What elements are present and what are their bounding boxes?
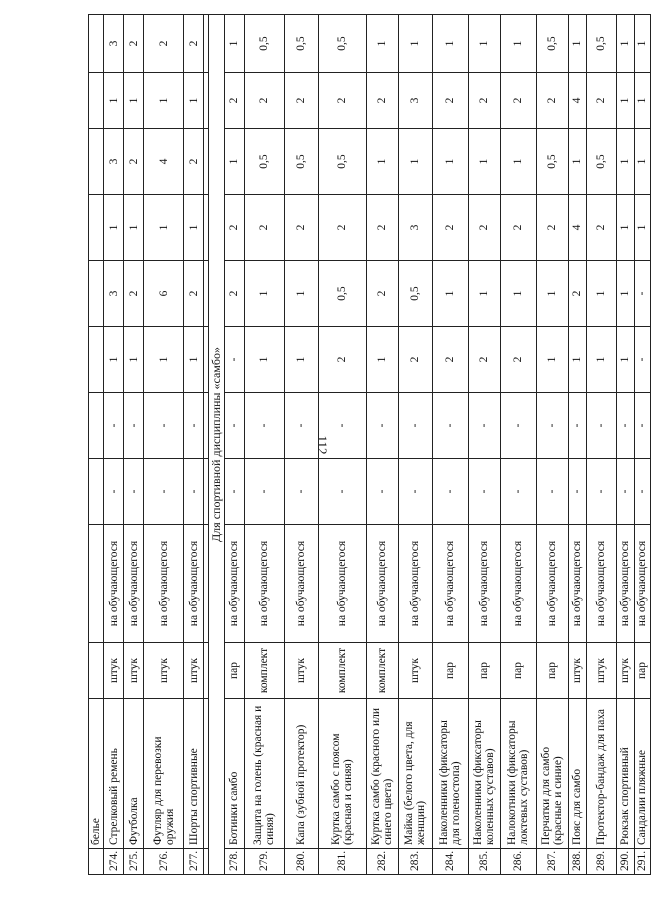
table-row	[184, 15, 204, 875]
row-number: 289.	[586, 849, 616, 875]
value-cell: -	[468, 459, 500, 525]
item-name: Сандалии пляжные	[634, 699, 650, 849]
value-cell: 2	[184, 129, 204, 195]
value-cell: 1	[568, 129, 586, 195]
value-cell: 3	[398, 73, 432, 129]
table-row	[432, 15, 468, 875]
unit-cell: пар	[432, 643, 468, 699]
item-name: Куртка самбо (красного или синего цвета)	[366, 699, 398, 849]
value-cell: 2	[124, 15, 144, 73]
table-row	[124, 15, 144, 875]
item-name: Ботинки самбо	[224, 699, 244, 849]
value-cell: -	[184, 459, 204, 525]
row-number: 277.	[184, 849, 204, 875]
value-cell: 1	[104, 73, 124, 129]
table-row	[398, 15, 432, 875]
value-cell: -	[284, 393, 318, 459]
value-cell: -	[104, 459, 124, 525]
value-cell: 2	[468, 195, 500, 261]
value-cell: -	[586, 393, 616, 459]
table-row	[318, 15, 366, 875]
unit-cell: пар	[536, 643, 568, 699]
value-cell: -	[468, 393, 500, 459]
per-cell: на обучающегося	[366, 525, 398, 643]
value-cell: 4	[568, 73, 586, 129]
table-row	[586, 15, 616, 875]
value-cell: 1	[616, 327, 634, 393]
value-cell: 2	[568, 261, 586, 327]
value-cell: 1	[468, 129, 500, 195]
value-cell: 1	[104, 327, 124, 393]
table-row	[284, 15, 318, 875]
value-cell: 1	[184, 73, 204, 129]
per-cell: на обучающегося	[144, 525, 184, 643]
table-row	[366, 15, 398, 875]
value-cell: 1	[586, 327, 616, 393]
value-cell: 1	[432, 129, 468, 195]
value-cell: 4	[568, 195, 586, 261]
rotated-page	[88, 15, 649, 875]
value-cell: 1	[124, 73, 144, 129]
value-cell: 2	[586, 195, 616, 261]
value-cell: -	[500, 459, 536, 525]
value-cell: 4	[144, 129, 184, 195]
row-number: 280.	[284, 849, 318, 875]
value-cell: -	[634, 459, 650, 525]
value-cell: 2	[432, 327, 468, 393]
value-cell: 1	[398, 129, 432, 195]
value-cell: 2	[224, 261, 244, 327]
value-cell: 1	[616, 129, 634, 195]
unit-cell: штук	[586, 643, 616, 699]
value-cell: 1	[144, 73, 184, 129]
value-cell: -	[568, 459, 586, 525]
item-name: Наколенники (фиксаторы коленных суставов)	[468, 699, 500, 849]
value-cell: 2	[224, 195, 244, 261]
value-cell: -	[144, 459, 184, 525]
value-cell: -	[124, 393, 144, 459]
unit-cell: комплект	[366, 643, 398, 699]
value-cell: 2	[366, 261, 398, 327]
item-name: Футболка	[124, 699, 144, 849]
value-cell: -	[568, 393, 586, 459]
page-number: 112	[315, 435, 330, 455]
value-cell: 1	[568, 15, 586, 73]
per-cell: на обучающегося	[568, 525, 586, 643]
value-cell: 1	[500, 15, 536, 73]
table-row	[536, 15, 568, 875]
value-cell: 0,5	[244, 15, 284, 73]
value-cell: -	[244, 393, 284, 459]
value-cell: 0,5	[284, 15, 318, 73]
value-cell: 3	[104, 15, 124, 73]
value-cell: 2	[468, 327, 500, 393]
row-number: 276.	[144, 849, 184, 875]
value-cell: -	[398, 393, 432, 459]
value-cell: 2	[318, 195, 366, 261]
row-number: 285.	[468, 849, 500, 875]
row-number: 283.	[398, 849, 432, 875]
row-number: 281.	[318, 849, 366, 875]
equipment-table	[88, 14, 651, 875]
value-cell: 1	[224, 15, 244, 73]
value-cell: 1	[398, 15, 432, 73]
value-cell: -	[616, 393, 634, 459]
table-row-top	[89, 15, 104, 875]
value-cell: 1	[616, 73, 634, 129]
unit-cell: штук	[568, 643, 586, 699]
value-cell: 1	[104, 195, 124, 261]
value-cell: 0,5	[586, 129, 616, 195]
value-cell: -	[144, 393, 184, 459]
row-name: белье	[89, 699, 104, 849]
unit-cell: пар	[634, 643, 650, 699]
value-cell: 0,5	[398, 261, 432, 327]
per-cell: на обучающегося	[184, 525, 204, 643]
value-cell: 1	[568, 327, 586, 393]
value-cell: 0,5	[284, 129, 318, 195]
value-cell: 0,5	[318, 15, 366, 73]
per-cell: на обучающегося	[318, 525, 366, 643]
value-cell: 1	[634, 195, 650, 261]
unit-cell: штук	[284, 643, 318, 699]
unit-cell: комплект	[244, 643, 284, 699]
row-number: 282.	[366, 849, 398, 875]
value-cell: 2	[284, 195, 318, 261]
row-number: 278.	[224, 849, 244, 875]
value-cell: 1	[536, 261, 568, 327]
value-cell: 1	[124, 195, 144, 261]
table-row	[468, 15, 500, 875]
row-number: 290.	[616, 849, 634, 875]
value-cell: 1	[366, 129, 398, 195]
value-cell: 2	[144, 15, 184, 73]
value-cell: 2	[284, 73, 318, 129]
table-row	[104, 15, 124, 875]
value-cell: 1	[586, 261, 616, 327]
per-cell: на обучающегося	[224, 525, 244, 643]
value-cell: 2	[366, 73, 398, 129]
value-cell: 3	[104, 261, 124, 327]
value-cell: 1	[244, 261, 284, 327]
value-cell: 1	[366, 15, 398, 73]
value-cell: 1	[244, 327, 284, 393]
value-cell: -	[244, 459, 284, 525]
unit-cell: штук	[184, 643, 204, 699]
value-cell: 2	[586, 73, 616, 129]
value-cell: 0,5	[536, 129, 568, 195]
value-cell: -	[634, 393, 650, 459]
value-cell: 6	[144, 261, 184, 327]
row-number: 279.	[244, 849, 284, 875]
value-cell: -	[224, 327, 244, 393]
value-cell: 1	[184, 195, 204, 261]
value-cell: 1	[536, 327, 568, 393]
section-title-row	[209, 15, 225, 875]
item-name: Майка (белого цвета, для женщин)	[398, 699, 432, 849]
unit-cell: штук	[616, 643, 634, 699]
value-cell: 1	[500, 261, 536, 327]
value-cell: 1	[284, 327, 318, 393]
value-cell: 2	[468, 73, 500, 129]
value-cell: 1	[366, 327, 398, 393]
table-row	[568, 15, 586, 875]
item-name: Пояс для самбо	[568, 699, 586, 849]
table-row	[244, 15, 284, 875]
table-row	[500, 15, 536, 875]
value-cell: 1	[468, 261, 500, 327]
unit-cell: комплект	[318, 643, 366, 699]
value-cell: -	[124, 459, 144, 525]
value-cell: 1	[432, 261, 468, 327]
value-cell: 2	[184, 261, 204, 327]
value-cell: 1	[634, 15, 650, 73]
per-cell: на обучающегося	[634, 525, 650, 643]
value-cell: 1	[468, 15, 500, 73]
value-cell: 1	[634, 73, 650, 129]
value-cell: 2	[536, 195, 568, 261]
item-name: Шорты спортивные	[184, 699, 204, 849]
value-cell: -	[366, 459, 398, 525]
value-cell: 2	[124, 129, 144, 195]
value-cell: 2	[500, 73, 536, 129]
item-name: Футляр для перевозки оружия	[144, 699, 184, 849]
per-cell: на обучающегося	[284, 525, 318, 643]
per-cell: на обучающегося	[244, 525, 284, 643]
value-cell: 2	[244, 73, 284, 129]
table-row	[224, 15, 244, 875]
value-cell: 1	[616, 15, 634, 73]
value-cell: 0,5	[536, 15, 568, 73]
row-number: 275.	[124, 849, 144, 875]
item-name: Перчатки для самбо (красные и синие)	[536, 699, 568, 849]
value-cell: 2	[536, 73, 568, 129]
item-name: Капа (зубной протектор)	[284, 699, 318, 849]
value-cell: 1	[634, 129, 650, 195]
value-cell: 1	[144, 195, 184, 261]
value-cell: 1	[616, 195, 634, 261]
value-cell: 2	[244, 195, 284, 261]
value-cell: 2	[184, 15, 204, 73]
unit-cell: штук	[124, 643, 144, 699]
value-cell: -	[536, 393, 568, 459]
row-number: 291.	[634, 849, 650, 875]
unit-cell: штук	[144, 643, 184, 699]
value-cell: -	[104, 393, 124, 459]
table-row	[616, 15, 634, 875]
row-number: 288.	[568, 849, 586, 875]
item-name: Защита на голень (красная и синяя)	[244, 699, 284, 849]
value-cell: -	[398, 459, 432, 525]
value-cell: 2	[318, 73, 366, 129]
value-cell: 0,5	[244, 129, 284, 195]
value-cell: 0,5	[318, 261, 366, 327]
value-cell: 2	[500, 327, 536, 393]
value-cell: 2	[432, 73, 468, 129]
per-cell: на обучающегося	[616, 525, 634, 643]
value-cell: 1	[284, 261, 318, 327]
per-cell: на обучающегося	[468, 525, 500, 643]
value-cell: 1	[124, 327, 144, 393]
value-cell: -	[224, 459, 244, 525]
value-cell: 2	[224, 73, 244, 129]
section-title: Для спортивной дисциплины «самбо»	[209, 15, 225, 875]
value-cell: 2	[318, 327, 366, 393]
value-cell: 2	[366, 195, 398, 261]
value-cell: 0,5	[586, 15, 616, 73]
per-cell: на обучающегося	[104, 525, 124, 643]
item-name: Куртка самбо с поясом (красная и синяя)	[318, 699, 366, 849]
item-name: Стрелковый ремень	[104, 699, 124, 849]
value-cell: -	[634, 261, 650, 327]
table-row	[634, 15, 650, 875]
unit-cell: пар	[224, 643, 244, 699]
value-cell: -	[432, 459, 468, 525]
value-cell: -	[616, 459, 634, 525]
value-cell: 2	[432, 195, 468, 261]
value-cell: 1	[500, 129, 536, 195]
unit-cell: штук	[104, 643, 124, 699]
per-cell: на обучающегося	[124, 525, 144, 643]
value-cell: 1	[432, 15, 468, 73]
value-cell: 1	[184, 327, 204, 393]
value-cell: -	[500, 393, 536, 459]
row-number: 286.	[500, 849, 536, 875]
item-name: Налокотники (фиксаторы локтевых суставов)	[500, 699, 536, 849]
item-name: Протектор-бандаж для паха	[586, 699, 616, 849]
value-cell: 1	[616, 261, 634, 327]
value-cell: -	[366, 393, 398, 459]
value-cell: 3	[398, 195, 432, 261]
value-cell: 1	[144, 327, 184, 393]
value-cell: 1	[224, 129, 244, 195]
value-cell: 0,5	[318, 129, 366, 195]
value-cell: 2	[124, 261, 144, 327]
value-cell: -	[634, 327, 650, 393]
value-cell: -	[184, 393, 204, 459]
per-cell: на обучающегося	[536, 525, 568, 643]
item-name: Наколенники (фиксаторы для голеностопа)	[432, 699, 468, 849]
unit-cell: пар	[468, 643, 500, 699]
per-cell: на обучающегося	[500, 525, 536, 643]
row-number: 284.	[432, 849, 468, 875]
value-cell: -	[318, 459, 366, 525]
table-row	[144, 15, 184, 875]
row-number: 287.	[536, 849, 568, 875]
value-cell: -	[586, 459, 616, 525]
row-number: 274.	[104, 849, 124, 875]
value-cell: 2	[398, 327, 432, 393]
value-cell: -	[536, 459, 568, 525]
unit-cell: штук	[398, 643, 432, 699]
per-cell: на обучающегося	[586, 525, 616, 643]
value-cell: -	[284, 459, 318, 525]
value-cell: -	[224, 393, 244, 459]
per-cell: на обучающегося	[398, 525, 432, 643]
value-cell: -	[432, 393, 468, 459]
value-cell: -	[318, 393, 366, 459]
item-name: Рюкзак спортивный	[616, 699, 634, 849]
value-cell: 2	[500, 195, 536, 261]
per-cell: на обучающегося	[432, 525, 468, 643]
unit-cell: пар	[500, 643, 536, 699]
value-cell: 3	[104, 129, 124, 195]
